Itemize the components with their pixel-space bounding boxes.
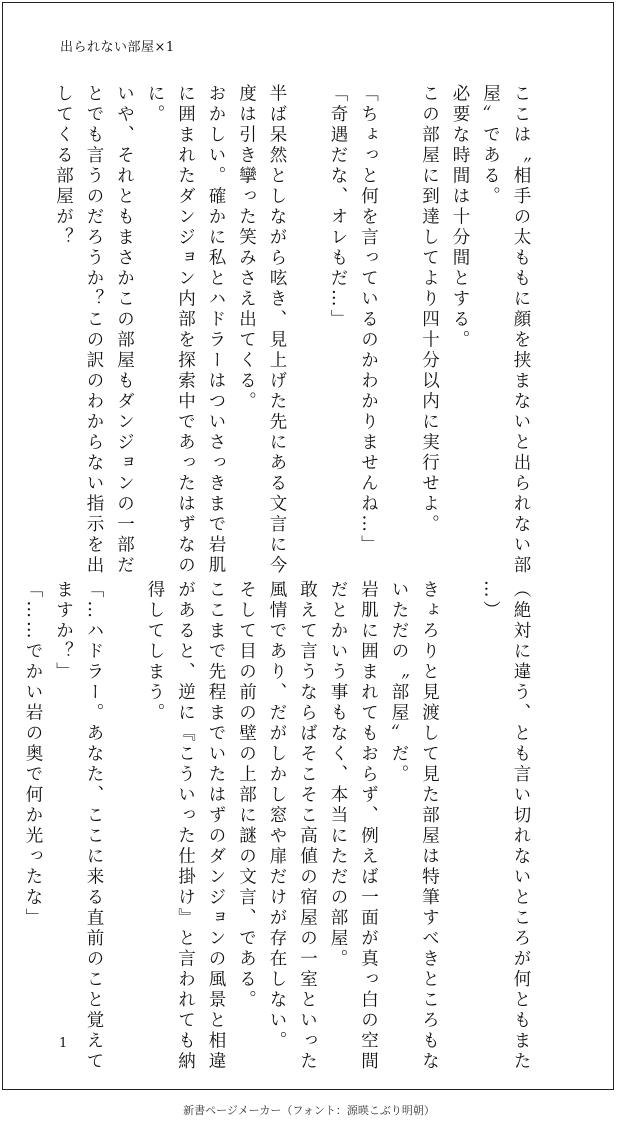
text-column-top [48, 84, 536, 576]
top-line [292, 84, 323, 562]
bottom-line: 敢えて言うならばそこそこ高値の宿屋の一室といった [297, 580, 318, 1072]
bottom-line: 得してしまう。 [145, 580, 165, 724]
footer-credit: 新書ページメーカー（フォント：源暎こぶり明朝） [183, 1104, 435, 1117]
top-line: 「ちょっと何を言っているのかわかりませんね…」 [358, 84, 379, 556]
top-line: おかしい。確かに私とハドラーはついさっきまで岩肌 [206, 84, 226, 576]
bottom-line: ますか？」 [53, 580, 74, 683]
bottom-line: いただの〝部屋〟だ。 [389, 580, 409, 785]
top-line: いや、それともまさかこの部屋もダンジョンの一部だ [114, 84, 135, 576]
bottom-line: きょろりと見渡して見た部屋は特筆すべきところもな [419, 580, 440, 1072]
top-line: してくる部屋が？ [53, 84, 74, 248]
bottom-line: 岩肌に囲まれてもおらず、例えば一面が真っ白の空間 [358, 580, 379, 1072]
top-line: に囲まれたダンジョン内部を探索中であったはずなの [175, 84, 196, 576]
text-column-bottom [18, 580, 537, 1072]
bottom-line: 「……でかい岩の奥で何か光ったな」 [23, 580, 43, 929]
top-line [384, 84, 415, 562]
bottom-line: （絶対に違う、とも言い切れないところが何ともまた [511, 580, 531, 1072]
top-line: 屋〟である。 [480, 84, 501, 207]
bottom-line: 「…ハドラー。あなた、ここに来る直前のこと覚えて [84, 580, 104, 1072]
top-line: 必要な時間は十分間とする。 [450, 84, 470, 351]
top-line: この部屋に到達してより四十分以内に実行せよ。 [419, 84, 440, 535]
bottom-line [445, 580, 476, 1042]
bottom-line: そして目の前の壁の上部に謎の文言、である。 [236, 580, 257, 1011]
top-line: 「奇遇だな、オレもだ…」 [328, 84, 348, 330]
top-line: 度は引き攣った笑みさえ出てくる。 [236, 84, 257, 412]
top-line: とでも言うのだろうか？この訳のわからない指示を出 [84, 84, 104, 576]
top-line: に。 [145, 84, 165, 125]
bottom-line: 風情であり、だがしかし窓や扉だけが存在しない。 [267, 580, 287, 1052]
page-title: 出られない部屋×1 [60, 40, 175, 55]
bottom-line: ここまで先程までいたはずのダンジョンの風景と相違 [206, 580, 226, 1072]
bottom-line: …） [480, 580, 501, 621]
top-line: 半ば呆然としながら呟き、見上げた先にある文言に今 [267, 84, 287, 576]
top-line: ここは〝相手の太ももに顔を挟まないと出られない部 [511, 84, 531, 576]
bottom-line [109, 580, 140, 1042]
bottom-line: があると、逆に『こういった仕掛け』と言われても納 [175, 580, 196, 1072]
page-number: 1 [59, 1036, 68, 1051]
bottom-line: だとかいう事もなく、本当にただの部屋。 [328, 580, 348, 970]
